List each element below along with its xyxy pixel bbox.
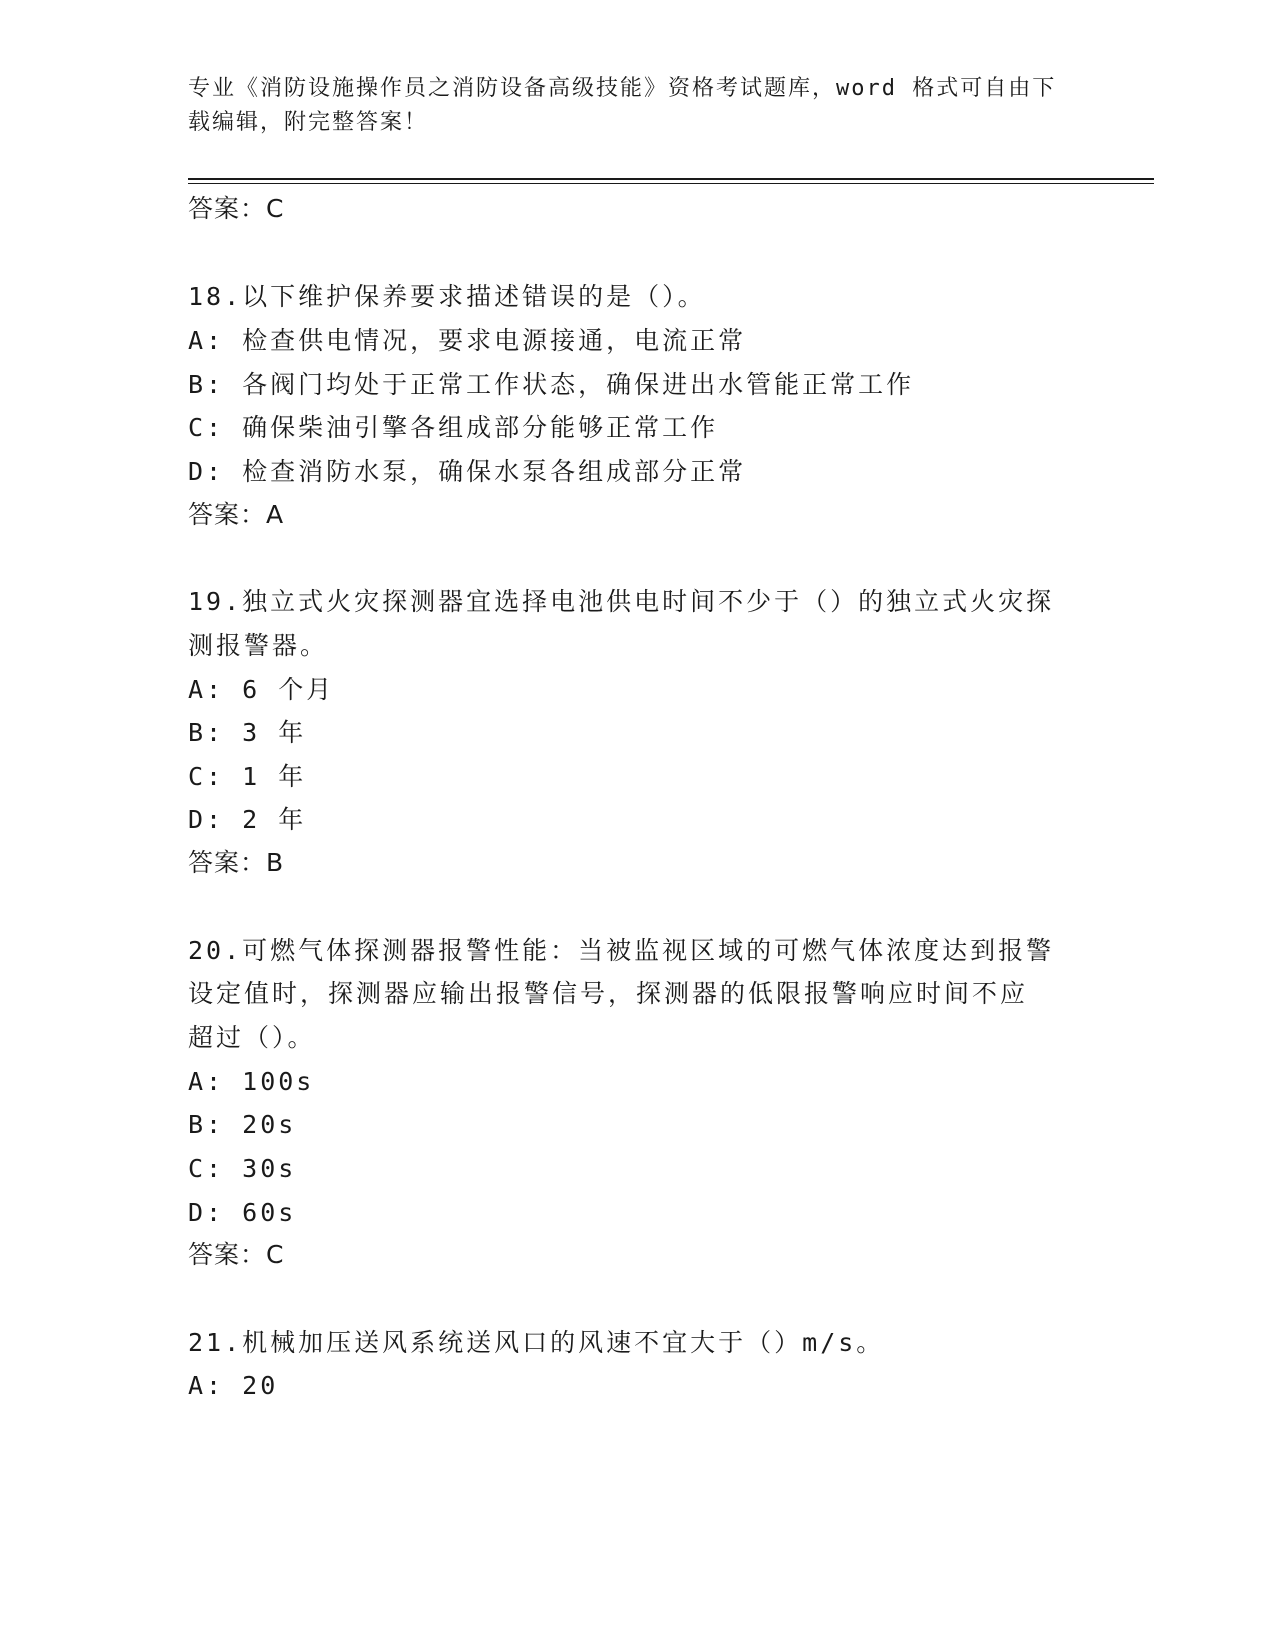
question-19-stem-line-1: 19.独立式火灾探测器宜选择电池供电时间不少于（）的独立式火灾探 [188,587,1055,616]
question-20-option-d: D: 60s [188,1198,297,1227]
header-rule-thin [188,183,1154,184]
question-18-option-b: B: 各阀门均处于正常工作状态，确保进出水管能正常工作 [188,370,915,399]
answer-prev: 答案：C [188,194,285,223]
header-line-2: 载编辑，附完整答案！ [188,110,429,135]
question-21-option-a: A: 20 [188,1371,279,1400]
question-19-option-a: A: 6 个月 [188,675,335,704]
question-19-stem-line-2: 测报警器。 [188,631,329,660]
question-20-option-a: A: 100s [188,1067,315,1096]
question-19-option-b: B: 3 年 [188,718,307,747]
question-20-option-c: C: 30s [188,1154,297,1183]
question-19-answer: 答案：B [188,848,285,877]
question-19-option-c: C: 1 年 [188,762,307,791]
question-18-stem: 18.以下维护保养要求描述错误的是（）。 [188,282,706,311]
question-20-stem-line-2: 设定值时，探测器应输出报警信号，探测器的低限报警响应时间不应 [188,979,1029,1008]
question-20-stem-line-1: 20.可燃气体探测器报警性能：当被监视区域的可燃气体浓度达到报警 [188,936,1055,965]
question-18-answer: 答案：A [188,500,285,529]
header-line-1: 专业《消防设施操作员之消防设备高级技能》资格考试题库，word 格式可自由下 [188,76,1057,101]
header-rule-thick [188,178,1154,180]
question-20-stem-line-3: 超过（）。 [188,1023,316,1052]
question-20-answer: 答案：C [188,1240,285,1269]
question-18-option-a: A: 检查供电情况，要求电源接通，电流正常 [188,326,747,355]
question-21-stem: 21.机械加压送风系统送风口的风速不宜大于（）m/s。 [188,1328,885,1357]
question-20-option-b: B: 20s [188,1110,297,1139]
question-18-option-d: D: 检查消防水泵，确保水泵各组成部分正常 [188,457,747,486]
question-19-option-d: D: 2 年 [188,805,307,834]
question-18-option-c: C: 确保柴油引擎各组成部分能够正常工作 [188,413,719,442]
document-header [188,72,1068,140]
